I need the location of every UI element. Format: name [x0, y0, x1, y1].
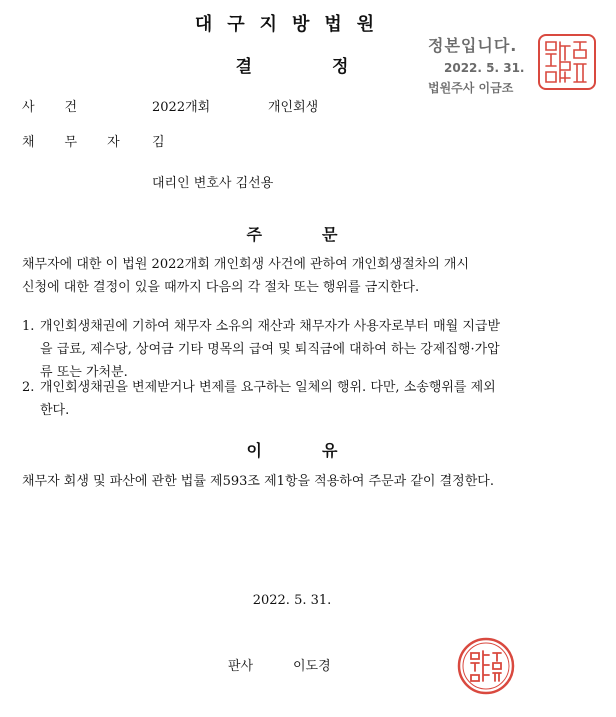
order-heading-char-1: 주: [246, 225, 262, 244]
order-heading: [0, 222, 584, 245]
order-item-2-number: 2.: [22, 380, 35, 395]
order-item-1-line-1: 개인회생채권에 기하여 채무자 소유의 재산과 채무자가 사용자로부터 매월 지급받: [40, 319, 501, 334]
reason-heading: [0, 438, 584, 461]
order-item-2-line-2: 한다.: [40, 403, 70, 418]
judge-seal-stamp: [457, 637, 515, 695]
order-item-1-line-2: 을 급료, 제수당, 상여금 기타 명목의 급여 및 퇴직금에 대하여 하는 강제집행·가압: [40, 342, 500, 357]
legal-representative: 대리인 변호사 김선용: [152, 176, 274, 191]
case-name: 개인회생: [268, 100, 319, 115]
order-item-2-line-1: 개인회생채권을 변제받거나 변제를 요구하는 일체의 행위. 다만, 소송행위를 제외: [40, 380, 496, 395]
reason-text: 채무자 회생 및 파산에 관한 법률 제593조 제1항을 적용하여 주문과 같이 결정한다.: [22, 474, 494, 489]
order-intro-line-1: 채무자에 대한 이 법원 2022개회 개인회생 사건에 관하여 개인회생절차의 개시: [22, 257, 470, 272]
doc-type-char-1: 결: [235, 57, 252, 77]
order-item-1-number: 1.: [22, 319, 35, 334]
certification-seal-stamp: [538, 34, 596, 90]
case-label: 사건: [22, 100, 108, 115]
court-name: 대구지방법원: [194, 14, 390, 35]
certification-date: 2022. 5. 31.: [444, 61, 525, 75]
case-number: 2022개회: [152, 100, 211, 115]
order-heading-char-2: 문: [322, 225, 338, 244]
order-item-1-line-3: 류 또는 가처분.: [40, 365, 128, 380]
reason-heading-char-1: 이: [246, 441, 262, 460]
doc-type-char-2: 정: [332, 57, 349, 77]
debtor-label: 채무자: [22, 135, 150, 150]
certification-clerk: 법원주사 이금조: [428, 81, 514, 95]
reason-heading-char-2: 유: [322, 441, 338, 460]
order-intro-line-2: 신청에 대한 결정이 있을 때까지 다음의 각 절차 또는 행위를 금지한다.: [22, 280, 420, 295]
debtor-name: 김: [152, 135, 165, 150]
certification-text: 정본입니다.: [428, 36, 518, 55]
judge-name: 이도경: [293, 659, 331, 674]
decision-date: 2022. 5. 31.: [252, 593, 332, 608]
judge-title: 판사: [228, 659, 254, 674]
